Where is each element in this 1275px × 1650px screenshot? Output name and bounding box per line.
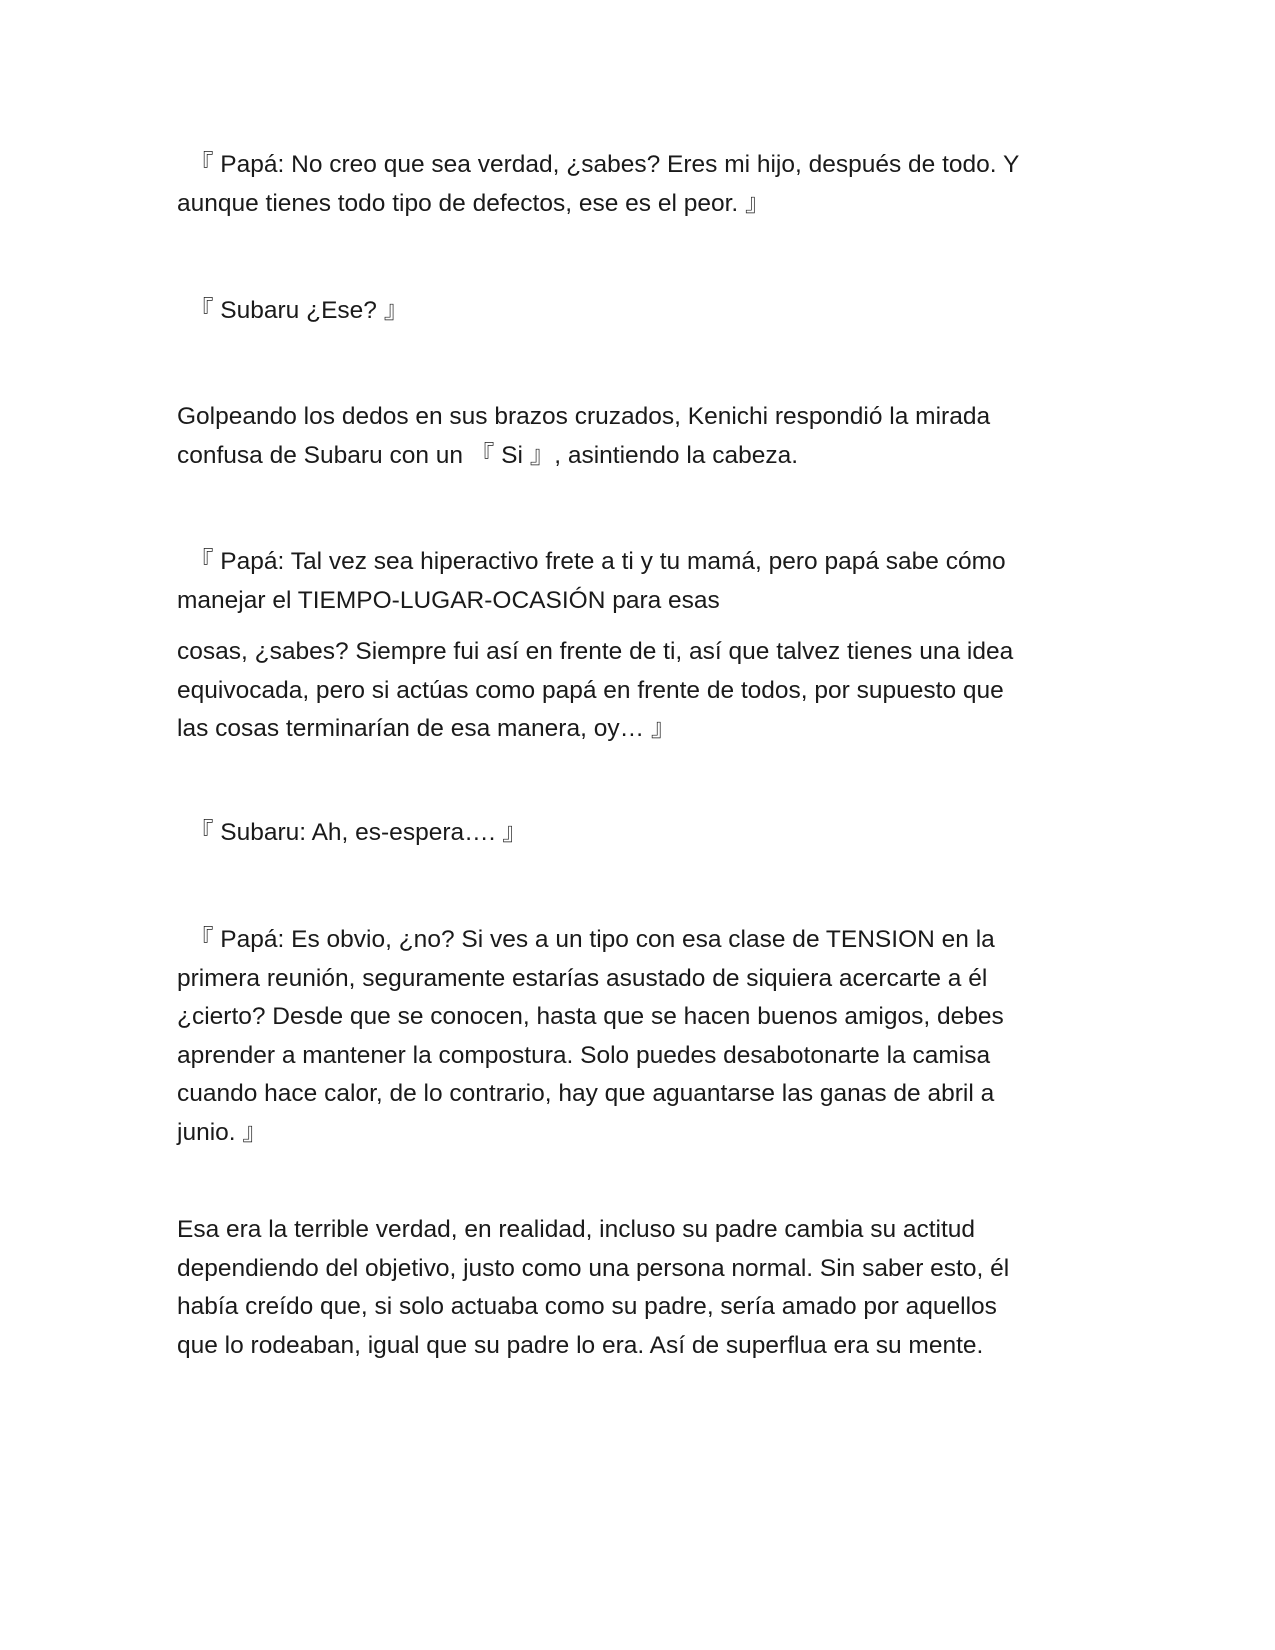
text-line: cuando hace calor, de lo contrario, hay que aguantarse las ganas de abril a [177, 1080, 995, 1107]
paragraph-papa-dialogue-1 [177, 146, 1119, 223]
text-line: 『 Papá: No creo que sea verdad, ¿sabes? Eres mi hijo, después de todo. Y [189, 151, 1020, 178]
text-line: ¿cierto? Desde que se conocen, hasta que se hacen buenos amigos, debes [177, 1003, 1004, 1030]
text-line: 『 Papá: Es obvio, ¿no? Si ves a un tipo con esa clase de TENSION en la [189, 926, 995, 953]
text-line: Golpeando los dedos en sus brazos cruzados, Kenichi respondió la mirada [177, 403, 991, 430]
paragraph-narration-1 [177, 398, 1107, 475]
text-line: junio. 』 [177, 1118, 267, 1146]
paragraph-papa-dialogue-3 [177, 921, 1119, 1152]
paragraph-subaru-dialogue-1 [177, 292, 1119, 331]
text-line: Esa era la terrible verdad, en realidad, incluso su padre cambia su actitud [177, 1216, 976, 1243]
text-line: primera reunión, seguramente estarías asustado de siquiera acercarte a él [177, 964, 988, 992]
text-line: que lo rodeaban, igual que su padre lo era. Así de superflua era su mente. [177, 1331, 984, 1359]
paragraph-papa-dialogue-2-continued [177, 633, 1107, 749]
text-line: las cosas terminarían de esa manera, oy… 』 [177, 715, 676, 742]
paragraph-subaru-dialogue-2 [177, 814, 1119, 853]
text-line: aprender a mantener la compostura. Solo puedes desabotonarte la camisa [177, 1041, 991, 1069]
text-line: equivocada, pero si actúas como papá en frente de todos, por supuesto que [177, 676, 1004, 704]
text-line: 『 Papá: Tal vez sea hiperactivo frete a ti y tu mamá, pero papá sabe cómo [189, 548, 1006, 575]
paragraph-papa-dialogue-2 [177, 543, 1119, 620]
text-line: dependiendo del objetivo, justo como una persona normal. Sin saber esto, él [177, 1254, 1010, 1282]
text-line: 『 Subaru ¿Ese? 』 [189, 297, 409, 324]
text-line: manejar el TIEMPO-LUGAR-OCASIÓN para esas [177, 586, 720, 614]
text-line: había creído que, si solo actuaba como su padre, sería amado por aquellos [177, 1293, 997, 1320]
text-line: confusa de Subaru con un 『 Si 』, asintiendo la cabeza. [177, 441, 799, 469]
text-line: cosas, ¿sabes? Siempre fui así en frente de ti, así que talvez tienes una idea [177, 638, 1014, 665]
paragraph-narration-2 [177, 1211, 1107, 1365]
text-line: 『 Subaru: Ah, es-espera…. 』 [189, 819, 527, 846]
text-line: aunque tienes todo tipo de defectos, ese es el peor. 』 [177, 189, 770, 217]
